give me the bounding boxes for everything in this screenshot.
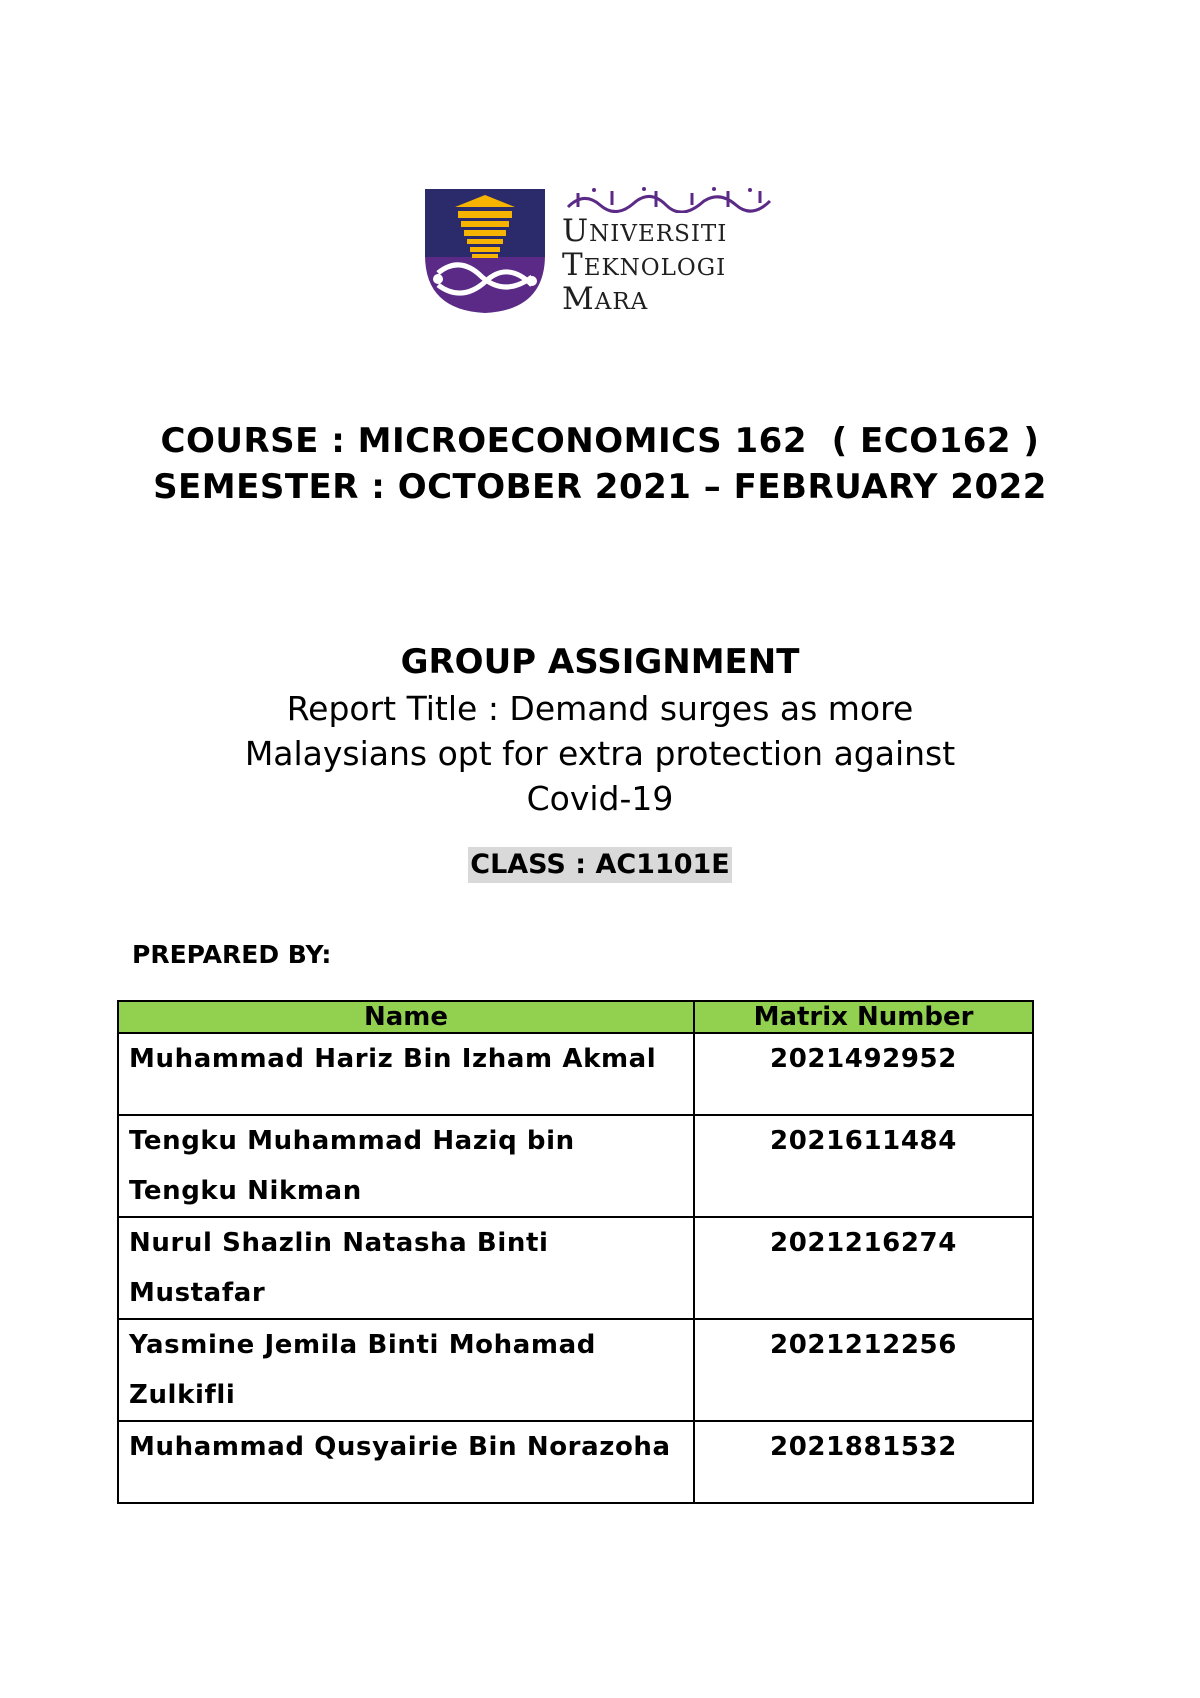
- jawi-script-wordmark: [564, 185, 774, 213]
- member-matrix-number: 2021216274: [694, 1217, 1033, 1319]
- header-matrix-number: Matrix Number: [694, 1001, 1033, 1033]
- members-table: [117, 1000, 1034, 1504]
- semester-line: SEMESTER : OCTOBER 2021 – FEBRUARY 2022: [153, 467, 1047, 507]
- member-name: Nurul Shazlin Natasha Binti Mustafar: [118, 1217, 694, 1319]
- member-matrix-number: 2021881532: [694, 1421, 1033, 1503]
- member-name: Muhammad Qusyairie Bin Norazoha: [118, 1421, 694, 1503]
- report-title: Report Title : Demand surges as more Malaysians opt for extra protection against Covid-19: [244, 689, 956, 818]
- class-block: [0, 847, 1200, 883]
- table-row: [118, 1421, 1033, 1503]
- member-matrix-number: 2021492952: [694, 1033, 1033, 1115]
- table-row: [118, 1033, 1033, 1115]
- member-name: Yasmine Jemila Binti Mohamad Zulkifli: [118, 1319, 694, 1421]
- member-name: Tengku Muhammad Haziq bin Tengku Nikman: [118, 1115, 694, 1217]
- prepared-by-label: PREPARED BY:: [132, 940, 332, 969]
- class-label: CLASS : AC1101E: [468, 847, 732, 883]
- header-name: Name: [118, 1001, 694, 1033]
- course-line: COURSE : MICROECONOMICS 162 ( ECO162 ): [160, 421, 1040, 461]
- logo-text-universiti: UNIVERSITI: [562, 213, 728, 249]
- university-logo: [420, 185, 780, 315]
- group-assignment-title: GROUP ASSIGNMENT: [400, 642, 800, 682]
- uitm-crest-icon: [420, 185, 550, 315]
- logo-text-mara: MARA: [562, 281, 649, 317]
- table-header-row: [118, 1001, 1033, 1033]
- table-row: [118, 1115, 1033, 1217]
- table-row: [118, 1217, 1033, 1319]
- member-matrix-number: 2021611484: [694, 1115, 1033, 1217]
- logo-text-teknologi: TEKNOLOGI: [562, 247, 727, 283]
- table-row: [118, 1319, 1033, 1421]
- course-heading: [100, 418, 1100, 510]
- member-matrix-number: 2021212256: [694, 1319, 1033, 1421]
- member-name: Muhammad Hariz Bin Izham Akmal: [118, 1033, 694, 1115]
